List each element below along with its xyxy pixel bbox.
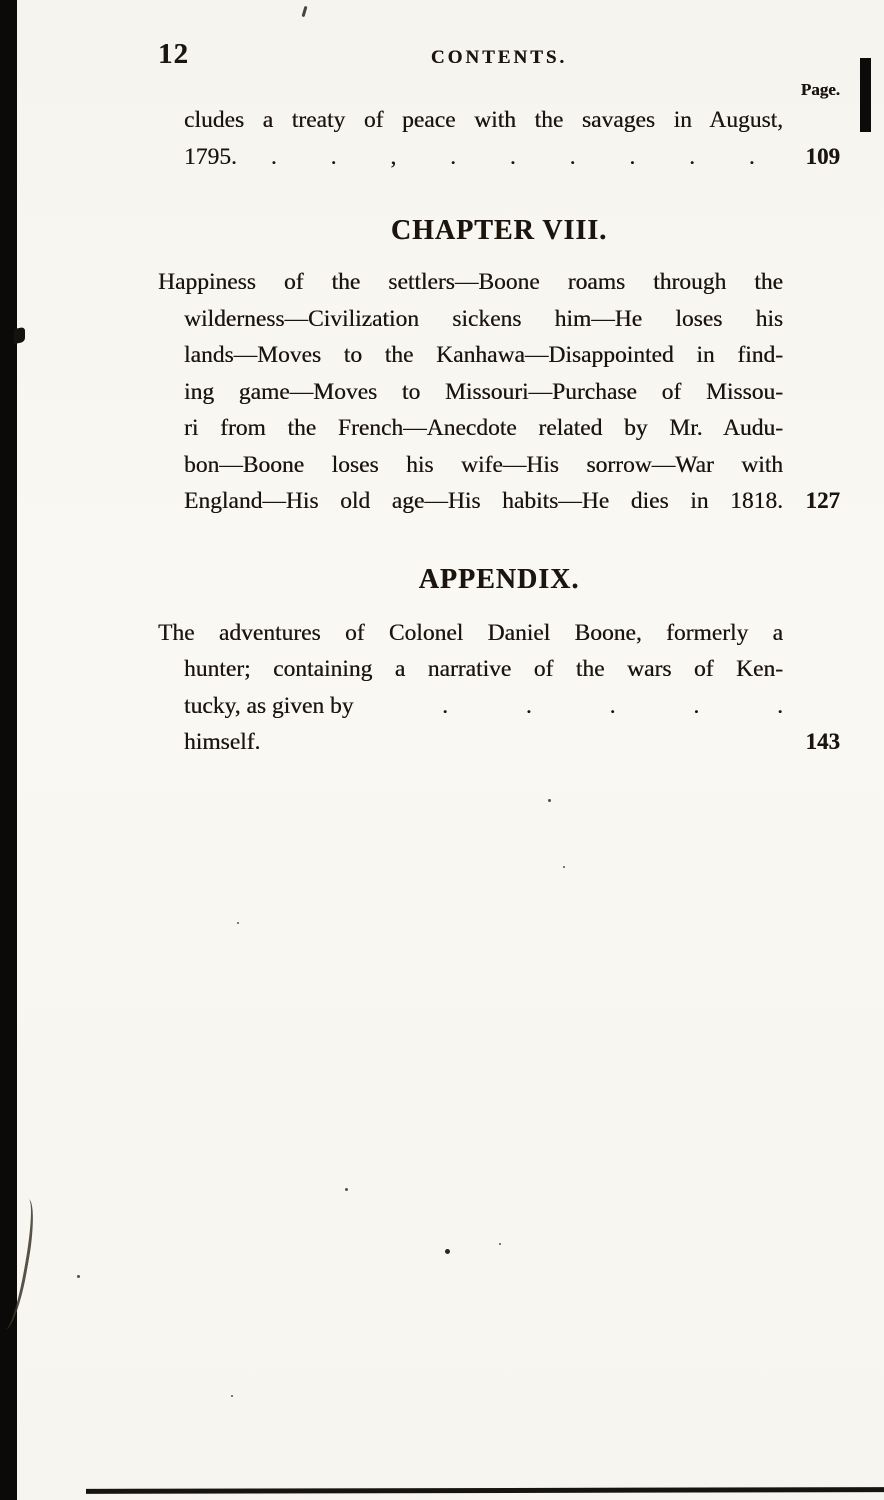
toc-entry-text: [158, 615, 783, 761]
toc-page-ref: 109: [805, 143, 840, 169]
toc-entry-appendix: [158, 615, 840, 761]
scan-bottom-rule: [86, 1487, 884, 1494]
toc-line: Happiness of the settlers—Boone roams through the: [158, 269, 783, 295]
toc-line: hunter; containing a narrative of the wars of Ken-: [184, 656, 783, 682]
scan-speck: [445, 1249, 450, 1254]
toc-line: [158, 688, 783, 761]
dot-leader: . . . . .: [442, 692, 783, 719]
toc-line: cludes a treaty of peace with the savages in August,: [184, 107, 783, 133]
running-head: CONTENTS.: [430, 47, 568, 68]
scan-speck: [499, 1243, 501, 1245]
page-number: 12: [158, 38, 189, 70]
scan-tick-mark: [302, 6, 308, 17]
page-header: [158, 38, 840, 80]
toc-line: England—His old age—His habits—He dies in 1818.: [184, 488, 783, 514]
toc-page-ref: 143: [805, 729, 840, 754]
toc-entry-chapter-viii: [158, 264, 840, 520]
chapter-viii-heading: CHAPTER VIII.: [390, 215, 608, 246]
toc-entry-continuation: [158, 102, 840, 175]
dot-leader: . . , . . . . . .: [270, 143, 755, 170]
scan-speck: [563, 866, 565, 868]
toc-entry-text: [158, 102, 783, 175]
scan-speck: [231, 1395, 233, 1397]
appendix-heading: APPENDIX.: [418, 563, 580, 595]
scan-speck: [548, 799, 551, 802]
scan-speck: [237, 922, 239, 924]
toc-line: lands—Moves to the Kanhawa—Disappointed in find-: [184, 342, 783, 368]
scan-speck: [345, 1188, 348, 1191]
scan-mark-top-right: [860, 58, 871, 132]
toc-line: The adventures of Colonel Daniel Boone, formerly a: [158, 619, 783, 646]
scan-speck: [77, 1275, 80, 1278]
toc-line: wilderness—Civilization sickens him—He loses his: [184, 305, 783, 332]
page-content: [158, 38, 840, 761]
toc-year: 1795.: [184, 143, 237, 170]
toc-line-text: tucky, as given by himself.: [184, 692, 354, 755]
toc-line: ing game—Moves to Missouri—Purchase of Missou-: [184, 378, 783, 405]
toc-line: [158, 139, 783, 176]
scan-edge-notch: [14, 327, 25, 344]
toc-entry-text: [158, 264, 783, 520]
toc-line: bon—Boone loses his wife—His sorrow—War with: [184, 451, 783, 478]
toc-page-ref: 127: [805, 488, 840, 513]
toc-line: ri from the French—Anecdote related by Mr. Audu-: [184, 415, 783, 441]
page-column-label: Page.: [800, 80, 840, 99]
